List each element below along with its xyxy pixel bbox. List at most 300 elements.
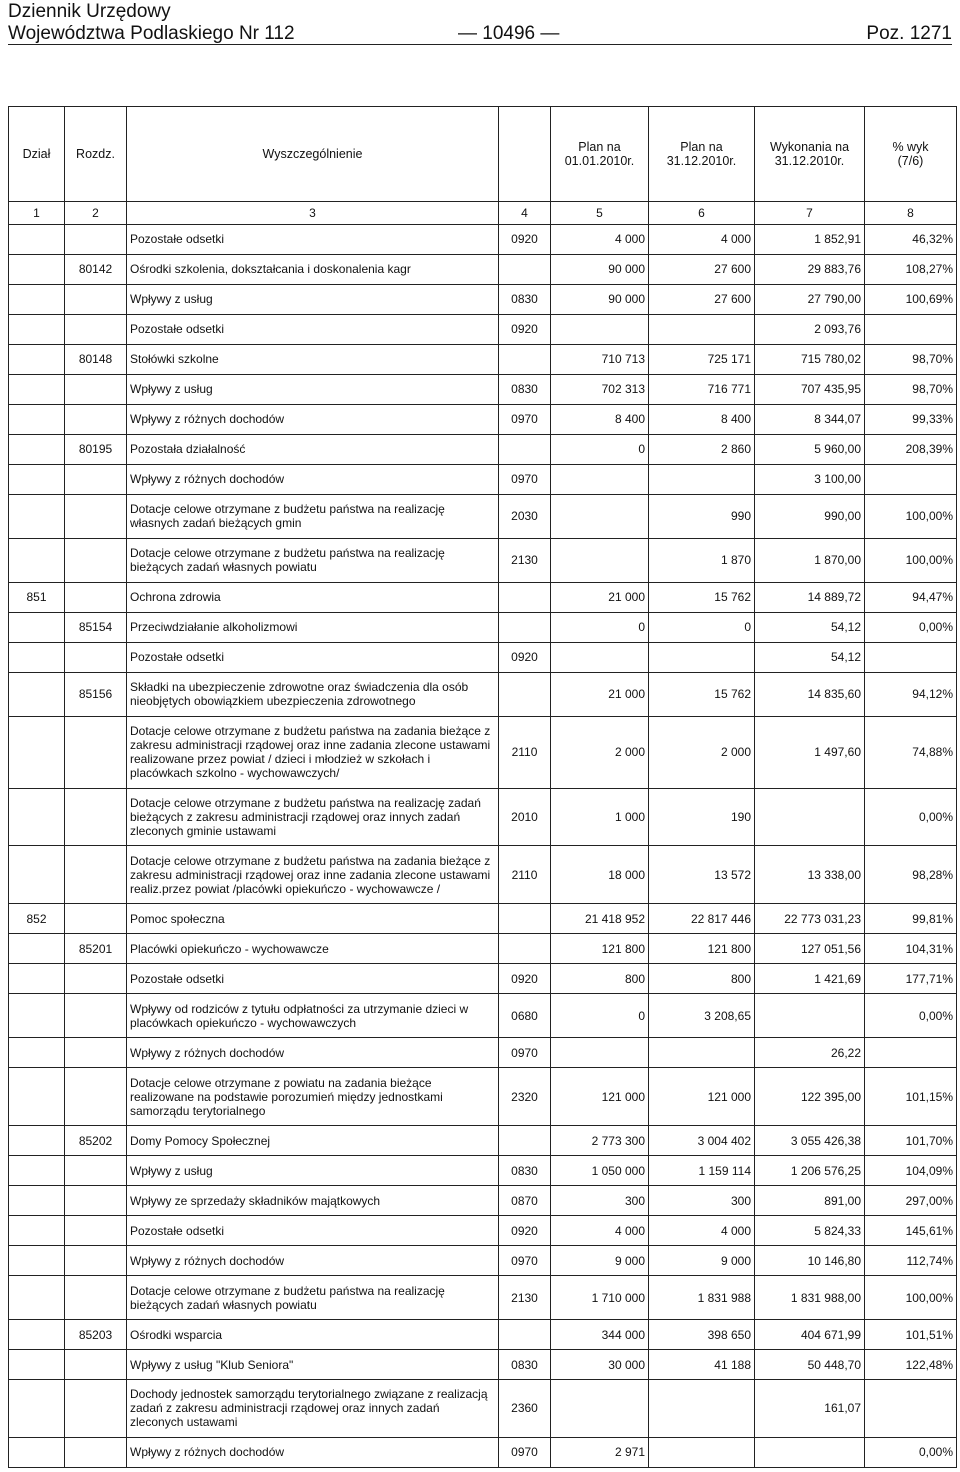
- row-paragraph: 2360: [499, 1380, 551, 1438]
- table-row: [9, 344, 957, 374]
- row-description: Przeciwdziałanie alkoholizmowi: [127, 612, 499, 642]
- row-plan-start: [551, 494, 649, 538]
- row-paragraph: 0970: [499, 1437, 551, 1467]
- table-row: [9, 225, 957, 255]
- row-percent: 100,00%: [865, 1276, 957, 1320]
- row-description: Wpływy z usług: [127, 1156, 499, 1186]
- row-rozdzial: [65, 788, 127, 846]
- row-description: Pozostałe odsetki: [127, 642, 499, 672]
- row-percent: 122,48%: [865, 1350, 957, 1380]
- row-plan-end: [649, 1437, 755, 1467]
- row-paragraph: 2130: [499, 538, 551, 582]
- row-dzial: [9, 344, 65, 374]
- row-rozdzial: [65, 1380, 127, 1438]
- row-description: Pozostałe odsetki: [127, 1216, 499, 1246]
- row-plan-start: 18 000: [551, 846, 649, 904]
- row-plan-start: 121 000: [551, 1068, 649, 1126]
- row-dzial: [9, 1216, 65, 1246]
- row-paragraph: [499, 612, 551, 642]
- row-execution: 127 051,56: [755, 934, 865, 964]
- header-paragraf: [499, 107, 551, 202]
- row-percent: 99,81%: [865, 904, 957, 934]
- row-execution: 122 395,00: [755, 1068, 865, 1126]
- row-paragraph: 0920: [499, 964, 551, 994]
- row-execution: 8 344,07: [755, 404, 865, 434]
- row-plan-end: 300: [649, 1186, 755, 1216]
- row-paragraph: 2320: [499, 1068, 551, 1126]
- table-row: [9, 464, 957, 494]
- row-execution: [755, 1437, 865, 1467]
- row-description: Stołówki szkolne: [127, 344, 499, 374]
- row-plan-start: 2 971: [551, 1437, 649, 1467]
- row-percent: 0,00%: [865, 994, 957, 1038]
- row-paragraph: [499, 1320, 551, 1350]
- row-percent: 74,88%: [865, 716, 957, 788]
- row-percent: 98,28%: [865, 846, 957, 904]
- header-rozdz: Rozdz.: [65, 107, 127, 202]
- row-plan-start: 21 000: [551, 672, 649, 716]
- table-row: [9, 538, 957, 582]
- row-percent: 0,00%: [865, 612, 957, 642]
- row-plan-start: [551, 538, 649, 582]
- row-percent: 46,32%: [865, 225, 957, 255]
- row-percent: 104,09%: [865, 1156, 957, 1186]
- row-plan-end: 15 762: [649, 672, 755, 716]
- row-description: Pozostałe odsetki: [127, 225, 499, 255]
- row-description: Wpływy z różnych dochodów: [127, 1038, 499, 1068]
- page-number: — 10496 —: [458, 23, 560, 44]
- row-plan-start: 21 000: [551, 582, 649, 612]
- table-row: [9, 1126, 957, 1156]
- row-description: Ochrona zdrowia: [127, 582, 499, 612]
- row-percent: 104,31%: [865, 934, 957, 964]
- row-plan-end: 398 650: [649, 1320, 755, 1350]
- table-row: [9, 612, 957, 642]
- row-description: Pozostałe odsetki: [127, 314, 499, 344]
- table-row: [9, 964, 957, 994]
- row-execution: 27 790,00: [755, 284, 865, 314]
- table-row: [9, 254, 957, 284]
- row-percent: 94,12%: [865, 672, 957, 716]
- column-number: 5: [551, 202, 649, 225]
- row-execution: 54,12: [755, 612, 865, 642]
- row-description: Dochody jednostek samorządu terytorialnego związane z realizacją zadań z zakresu administracji rządowej oraz innych zadań zleconych ustawami: [127, 1380, 499, 1438]
- row-paragraph: [499, 582, 551, 612]
- row-dzial: [9, 538, 65, 582]
- row-plan-start: 30 000: [551, 1350, 649, 1380]
- row-percent: [865, 464, 957, 494]
- row-paragraph: 0920: [499, 1216, 551, 1246]
- row-execution: 1 421,69: [755, 964, 865, 994]
- column-number: 6: [649, 202, 755, 225]
- header-percent: % wyk (7/6): [865, 107, 957, 202]
- row-rozdzial: [65, 1038, 127, 1068]
- row-plan-start: 21 418 952: [551, 904, 649, 934]
- row-percent: 145,61%: [865, 1216, 957, 1246]
- row-execution: 707 435,95: [755, 374, 865, 404]
- table-row: [9, 1186, 957, 1216]
- row-plan-start: 2 773 300: [551, 1126, 649, 1156]
- row-percent: 100,00%: [865, 538, 957, 582]
- row-dzial: [9, 964, 65, 994]
- row-paragraph: 0920: [499, 642, 551, 672]
- row-description: Wpływy z usług: [127, 284, 499, 314]
- table-row: [9, 716, 957, 788]
- row-dzial: [9, 1276, 65, 1320]
- row-dzial: [9, 494, 65, 538]
- row-dzial: [9, 1156, 65, 1186]
- table-row: [9, 1276, 957, 1320]
- column-number: 2: [65, 202, 127, 225]
- column-number: 8: [865, 202, 957, 225]
- row-dzial: [9, 788, 65, 846]
- row-execution: 715 780,02: [755, 344, 865, 374]
- row-rozdzial: [65, 642, 127, 672]
- row-rozdzial: 85202: [65, 1126, 127, 1156]
- row-dzial: [9, 1186, 65, 1216]
- header-plan-start: Plan na 01.01.2010r.: [551, 107, 649, 202]
- row-description: Dotacje celowe otrzymane z powiatu na zadania bieżące realizowane na podstawie porozumień między jednostkami samorządu terytorialnego: [127, 1068, 499, 1126]
- row-rozdzial: [65, 538, 127, 582]
- row-execution: 13 338,00: [755, 846, 865, 904]
- journal-subtitle: Województwa Podlaskiego Nr 112: [8, 23, 295, 44]
- table-row: [9, 1320, 957, 1350]
- header-dzial: Dział: [9, 107, 65, 202]
- row-paragraph: 2030: [499, 494, 551, 538]
- row-plan-start: 8 400: [551, 404, 649, 434]
- row-percent: 100,00%: [865, 494, 957, 538]
- row-plan-end: 15 762: [649, 582, 755, 612]
- row-dzial: [9, 1350, 65, 1380]
- table-row: [9, 672, 957, 716]
- row-percent: 112,74%: [865, 1246, 957, 1276]
- row-percent: 98,70%: [865, 374, 957, 404]
- row-rozdzial: 85156: [65, 672, 127, 716]
- row-plan-end: 1 159 114: [649, 1156, 755, 1186]
- row-percent: 101,51%: [865, 1320, 957, 1350]
- row-paragraph: 0830: [499, 1350, 551, 1380]
- row-plan-start: 2 000: [551, 716, 649, 788]
- table-row: [9, 494, 957, 538]
- row-rozdzial: 80142: [65, 254, 127, 284]
- row-dzial: [9, 1246, 65, 1276]
- row-execution: 22 773 031,23: [755, 904, 865, 934]
- row-paragraph: 0830: [499, 1156, 551, 1186]
- row-paragraph: 0870: [499, 1186, 551, 1216]
- row-description: Wpływy z różnych dochodów: [127, 1246, 499, 1276]
- row-execution: 29 883,76: [755, 254, 865, 284]
- column-number: 7: [755, 202, 865, 225]
- row-execution: 161,07: [755, 1380, 865, 1438]
- row-description: Dotacje celowe otrzymane z budżetu państwa na realizację bieżących zadań własnych powiatu: [127, 1276, 499, 1320]
- row-paragraph: [499, 434, 551, 464]
- row-execution: [755, 994, 865, 1038]
- row-paragraph: [499, 672, 551, 716]
- row-percent: [865, 642, 957, 672]
- row-description: Pozostała działalność: [127, 434, 499, 464]
- row-plan-end: 13 572: [649, 846, 755, 904]
- row-plan-end: 4 000: [649, 225, 755, 255]
- table-row: [9, 904, 957, 934]
- row-plan-end: [649, 314, 755, 344]
- row-description: Ośrodki wsparcia: [127, 1320, 499, 1350]
- row-paragraph: 2130: [499, 1276, 551, 1320]
- row-plan-start: 0: [551, 612, 649, 642]
- row-paragraph: 0830: [499, 284, 551, 314]
- row-execution: 1 852,91: [755, 225, 865, 255]
- row-percent: [865, 1380, 957, 1438]
- row-dzial: [9, 1437, 65, 1467]
- row-execution: 5 960,00: [755, 434, 865, 464]
- row-execution: 50 448,70: [755, 1350, 865, 1380]
- row-dzial: [9, 846, 65, 904]
- row-execution: 54,12: [755, 642, 865, 672]
- row-percent: 108,27%: [865, 254, 957, 284]
- row-plan-start: 0: [551, 994, 649, 1038]
- row-rozdzial: [65, 1246, 127, 1276]
- row-paragraph: 0970: [499, 1246, 551, 1276]
- row-plan-end: 22 817 446: [649, 904, 755, 934]
- table-row: [9, 314, 957, 344]
- row-percent: 99,33%: [865, 404, 957, 434]
- row-plan-end: [649, 642, 755, 672]
- row-percent: 297,00%: [865, 1186, 957, 1216]
- row-rozdzial: 85154: [65, 612, 127, 642]
- row-percent: [865, 1038, 957, 1068]
- row-rozdzial: [65, 716, 127, 788]
- row-rozdzial: [65, 846, 127, 904]
- row-rozdzial: [65, 314, 127, 344]
- row-dzial: 851: [9, 582, 65, 612]
- row-description: Dotacje celowe otrzymane z budżetu państwa na realizację bieżących zadań własnych powiatu: [127, 538, 499, 582]
- table-row: [9, 284, 957, 314]
- column-number: 3: [127, 202, 499, 225]
- table-row: [9, 434, 957, 464]
- table-body: [9, 225, 957, 1468]
- row-dzial: [9, 404, 65, 434]
- row-rozdzial: [65, 1276, 127, 1320]
- row-plan-end: 4 000: [649, 1216, 755, 1246]
- row-plan-end: 27 600: [649, 254, 755, 284]
- table-row: [9, 934, 957, 964]
- row-rozdzial: [65, 494, 127, 538]
- row-plan-start: 4 000: [551, 225, 649, 255]
- row-paragraph: 2110: [499, 716, 551, 788]
- row-plan-start: [551, 642, 649, 672]
- row-plan-start: 9 000: [551, 1246, 649, 1276]
- table-row: [9, 582, 957, 612]
- row-description: Dotacje celowe otrzymane z budżetu państwa na realizację własnych zadań bieżących gmin: [127, 494, 499, 538]
- row-description: Wpływy z różnych dochodów: [127, 404, 499, 434]
- table-row: [9, 1068, 957, 1126]
- row-description: Wpływy od rodziców z tytułu odpłatności za utrzymanie dzieci w placówkach opiekuńczo - wychowawczych: [127, 994, 499, 1038]
- row-plan-start: 300: [551, 1186, 649, 1216]
- row-description: Pozostałe odsetki: [127, 964, 499, 994]
- row-rozdzial: [65, 1156, 127, 1186]
- row-dzial: [9, 994, 65, 1038]
- table-row: [9, 846, 957, 904]
- row-dzial: [9, 314, 65, 344]
- journal-title: Dziennik Urzędowy: [8, 1, 171, 22]
- row-description: Składki na ubezpieczenie zdrowotne oraz świadczenia dla osób nieobjętych obowiązkiem ubezpieczenia zdrowotnego: [127, 672, 499, 716]
- table-row: [9, 374, 957, 404]
- row-percent: [865, 314, 957, 344]
- row-dzial: [9, 642, 65, 672]
- row-percent: 208,39%: [865, 434, 957, 464]
- row-dzial: [9, 1126, 65, 1156]
- row-rozdzial: [65, 964, 127, 994]
- header-rule: [8, 44, 952, 45]
- row-description: Dotacje celowe otrzymane z budżetu państwa na zadania bieżące z zakresu administracji rządowej oraz inne zadania zlecone ustawami realizowane przez powiat / dzieci i młodzież w szkołach i placówkach szkolno - wychowawczych/: [127, 716, 499, 788]
- row-execution: [755, 788, 865, 846]
- row-execution: 990,00: [755, 494, 865, 538]
- row-execution: 3 055 426,38: [755, 1126, 865, 1156]
- row-paragraph: [499, 254, 551, 284]
- row-description: Domy Pomocy Społecznej: [127, 1126, 499, 1156]
- row-plan-end: 8 400: [649, 404, 755, 434]
- table-header-row: [9, 107, 957, 202]
- row-plan-start: 1 050 000: [551, 1156, 649, 1186]
- row-plan-end: [649, 1038, 755, 1068]
- row-description: Wpływy z usług "Klub Seniora": [127, 1350, 499, 1380]
- row-plan-start: [551, 464, 649, 494]
- row-paragraph: [499, 934, 551, 964]
- row-dzial: [9, 612, 65, 642]
- row-rozdzial: [65, 404, 127, 434]
- row-plan-start: 4 000: [551, 1216, 649, 1246]
- table-row: [9, 404, 957, 434]
- row-description: Pomoc społeczna: [127, 904, 499, 934]
- document-header: [8, 0, 952, 44]
- row-dzial: [9, 254, 65, 284]
- row-execution: 26,22: [755, 1038, 865, 1068]
- row-dzial: [9, 1320, 65, 1350]
- row-plan-end: 41 188: [649, 1350, 755, 1380]
- row-execution: 1 870,00: [755, 538, 865, 582]
- table-row: [9, 1156, 957, 1186]
- table-row: [9, 1380, 957, 1438]
- table-row: [9, 1350, 957, 1380]
- row-dzial: [9, 672, 65, 716]
- row-percent: 100,69%: [865, 284, 957, 314]
- table-row: [9, 1038, 957, 1068]
- row-description: Wpływy z usług: [127, 374, 499, 404]
- row-paragraph: [499, 344, 551, 374]
- column-number: 1: [9, 202, 65, 225]
- row-paragraph: 0830: [499, 374, 551, 404]
- row-rozdzial: [65, 464, 127, 494]
- table-row: [9, 1437, 957, 1467]
- row-percent: 94,47%: [865, 582, 957, 612]
- row-plan-end: [649, 1380, 755, 1438]
- budget-table: [8, 106, 957, 1468]
- row-plan-start: [551, 1380, 649, 1438]
- position-number: Poz. 1271: [866, 23, 952, 44]
- table-row: [9, 642, 957, 672]
- row-execution: 891,00: [755, 1186, 865, 1216]
- row-dzial: [9, 374, 65, 404]
- row-plan-start: 90 000: [551, 254, 649, 284]
- row-plan-end: 121 000: [649, 1068, 755, 1126]
- row-plan-start: 702 313: [551, 374, 649, 404]
- row-plan-end: 1 831 988: [649, 1276, 755, 1320]
- row-percent: 0,00%: [865, 788, 957, 846]
- row-dzial: [9, 434, 65, 464]
- row-plan-start: 90 000: [551, 284, 649, 314]
- row-rozdzial: 80148: [65, 344, 127, 374]
- row-plan-start: 0: [551, 434, 649, 464]
- row-plan-end: 716 771: [649, 374, 755, 404]
- row-paragraph: 0920: [499, 314, 551, 344]
- row-description: Dotacje celowe otrzymane z budżetu państwa na zadania bieżące z zakresu administracji rządowej oraz inne zadania zlecone ustawami realiz.przez powiat /placówki opiekuńczo - wychowawcze /: [127, 846, 499, 904]
- row-rozdzial: 80195: [65, 434, 127, 464]
- row-plan-end: 1 870: [649, 538, 755, 582]
- row-description: Ośrodki szkolenia, dokształcania i doskonalenia kagr: [127, 254, 499, 284]
- row-paragraph: 0970: [499, 1038, 551, 1068]
- table-row: [9, 1216, 957, 1246]
- row-description: Placówki opiekuńczo - wychowawcze: [127, 934, 499, 964]
- table-row: [9, 1246, 957, 1276]
- row-percent: 177,71%: [865, 964, 957, 994]
- row-plan-end: 2 860: [649, 434, 755, 464]
- table-row: [9, 994, 957, 1038]
- row-plan-end: 190: [649, 788, 755, 846]
- row-paragraph: 2110: [499, 846, 551, 904]
- row-dzial: 852: [9, 904, 65, 934]
- row-execution: 1 497,60: [755, 716, 865, 788]
- row-plan-end: 3 004 402: [649, 1126, 755, 1156]
- row-execution: 3 100,00: [755, 464, 865, 494]
- row-plan-start: 710 713: [551, 344, 649, 374]
- row-description: Wpływy z różnych dochodów: [127, 1437, 499, 1467]
- row-plan-end: 0: [649, 612, 755, 642]
- row-percent: 101,15%: [865, 1068, 957, 1126]
- row-rozdzial: 85203: [65, 1320, 127, 1350]
- row-dzial: [9, 716, 65, 788]
- row-execution: 10 146,80: [755, 1246, 865, 1276]
- row-rozdzial: [65, 374, 127, 404]
- row-plan-end: 3 208,65: [649, 994, 755, 1038]
- column-number: 4: [499, 202, 551, 225]
- row-rozdzial: [65, 994, 127, 1038]
- row-execution: 14 835,60: [755, 672, 865, 716]
- row-dzial: [9, 464, 65, 494]
- row-paragraph: 0920: [499, 225, 551, 255]
- row-plan-start: 121 800: [551, 934, 649, 964]
- row-description: Dotacje celowe otrzymane z budżetu państwa na realizację zadań bieżących z zakresu administracji rządowej oraz innych zadań zleconych gminie ustawami: [127, 788, 499, 846]
- row-plan-end: 2 000: [649, 716, 755, 788]
- header-execution: Wykonania na 31.12.2010r.: [755, 107, 865, 202]
- row-paragraph: 2010: [499, 788, 551, 846]
- header-opis: Wyszczególnienie: [127, 107, 499, 202]
- row-rozdzial: [65, 225, 127, 255]
- row-percent: 0,00%: [865, 1437, 957, 1467]
- row-dzial: [9, 284, 65, 314]
- row-execution: 5 824,33: [755, 1216, 865, 1246]
- row-rozdzial: [65, 1068, 127, 1126]
- row-description: Wpływy z różnych dochodów: [127, 464, 499, 494]
- row-description: Wpływy ze sprzedaży składników majątkowych: [127, 1186, 499, 1216]
- header-plan-end: Plan na 31.12.2010r.: [649, 107, 755, 202]
- row-rozdzial: [65, 1216, 127, 1246]
- row-execution: 14 889,72: [755, 582, 865, 612]
- row-paragraph: 0970: [499, 464, 551, 494]
- row-rozdzial: [65, 284, 127, 314]
- row-plan-end: 725 171: [649, 344, 755, 374]
- row-dzial: [9, 1380, 65, 1438]
- row-plan-start: 800: [551, 964, 649, 994]
- row-paragraph: 0680: [499, 994, 551, 1038]
